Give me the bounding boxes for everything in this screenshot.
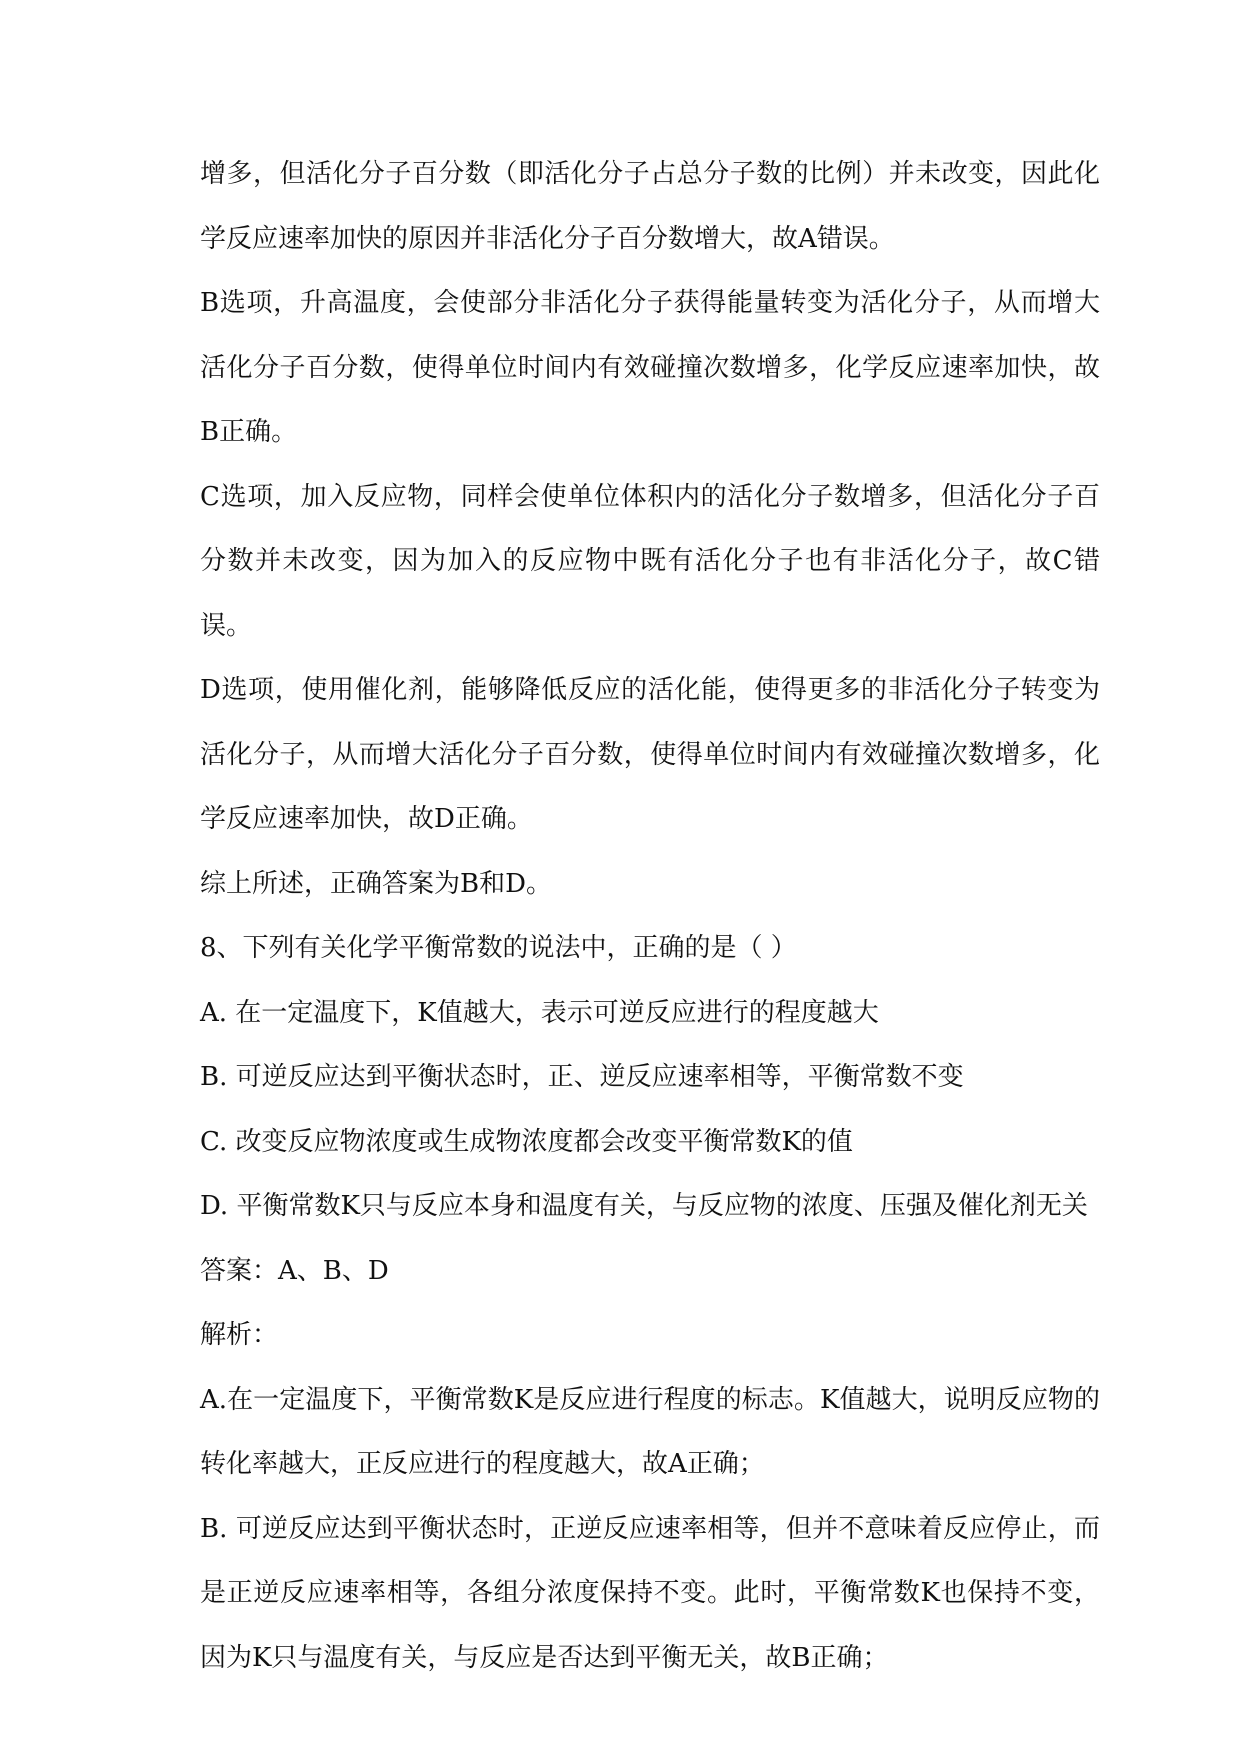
- answer-line: 答案：A、B、D: [200, 1255, 389, 1286]
- question-8-option-a: A. 在一定温度下，K值越大，表示可逆反应进行的程度越大: [200, 997, 879, 1028]
- summary-line: 综上所述，正确答案为B和D。: [200, 868, 552, 899]
- paragraph-option-c-explanation: C选项，加入反应物，同样会使单位体积内的活化分子数增多，但活化分子百分数并未改变，因为加入的反应物中既有活化分子也有非活化分子，故C错误。: [200, 481, 1100, 641]
- question-8-option-d: D. 平衡常数K只与反应本身和温度有关，与反应物的浓度、压强及催化剂无关: [200, 1191, 1088, 1221]
- paragraph-option-a-explanation-continued: 增多，但活化分子百分数（即活化分子占总分子数的比例）并未改变，因此化学反应速率加快的原因并非活化分子百分数增大，故A错误。: [200, 159, 1100, 254]
- analysis-option-b: B. 可逆反应达到平衡状态时，正逆反应速率相等，但并不意味着反应停止，而是正逆反应速率相等，各组分浓度保持不变。此时，平衡常数K也保持不变，因为K只与温度有关，与反应是否达到平衡无关，故B正确；: [200, 1513, 1100, 1673]
- question-8-stem: 8、下列有关化学平衡常数的说法中，正确的是（ ）: [200, 933, 797, 963]
- analysis-option-a: A.在一定温度下，平衡常数K是反应进行程度的标志。K值越大，说明反应物的转化率越大，正反应进行的程度越大，故A正确；: [200, 1384, 1100, 1479]
- paragraph-option-b-explanation: B选项，升高温度，会使部分非活化分子获得能量转变为活化分子，从而增大活化分子百分数，使得单位时间内有效碰撞次数增多，化学反应速率加快，故B正确。: [200, 288, 1100, 447]
- document-body: [200, 142, 1100, 1690]
- question-8-option-b: B. 可逆反应达到平衡状态时，正、逆反应速率相等，平衡常数不变: [200, 1062, 964, 1092]
- analysis-label: 解析：: [200, 1320, 279, 1350]
- paragraph-option-d-explanation: D选项，使用催化剂，能够降低反应的活化能，使得更多的非活化分子转变为活化分子，从而增大活化分子百分数，使得单位时间内有效碰撞次数增多，化学反应速率加快，故D正确。: [200, 675, 1100, 834]
- question-8-option-c: C. 改变反应物浓度或生成物浓度都会改变平衡常数K的值: [200, 1126, 853, 1157]
